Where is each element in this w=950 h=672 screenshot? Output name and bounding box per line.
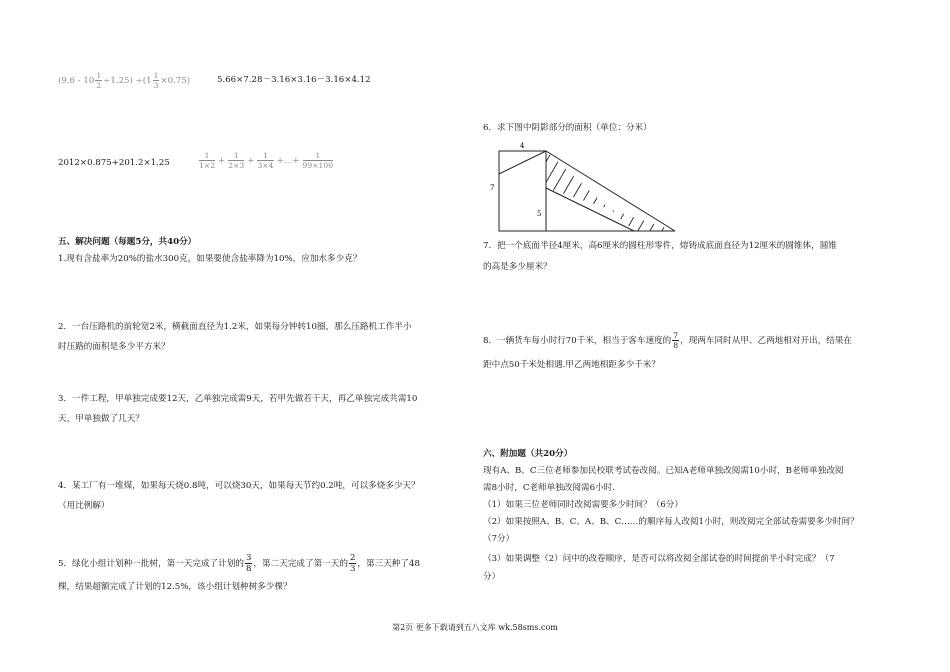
frac-numerator: 7 (673, 331, 679, 340)
hatch-pattern (490, 148, 680, 234)
q5-line1 (58, 553, 420, 574)
frac-denominator: 3×4 (257, 161, 274, 170)
plus-sign: + (247, 155, 255, 166)
calc-expression-1 (58, 71, 190, 90)
frac-numerator: 1 (153, 71, 159, 80)
frac-numerator: 1 (303, 151, 334, 161)
q8-line2: 距中点50千米处相遇.甲乙两地相距多少千米？ (483, 360, 660, 370)
section6-part2-line2: （7分） (483, 534, 515, 544)
shaded-area-figure (490, 138, 680, 234)
frac-denominator: 99×100 (302, 161, 334, 170)
q3-line1: 3．一件工程，甲单独完成要12天，乙单独完成需9天，若甲先做若干天，再乙单独完成共需10 (58, 394, 418, 404)
frac-numerator: 1 (199, 151, 215, 161)
q2-line2: 时压路的面积是多少平方米？ (58, 342, 170, 352)
expr4-term-2 (228, 151, 244, 170)
section6-intro-line2: 需8小时，C老师单独改阅需6小时. (483, 483, 615, 493)
q8-fraction (672, 331, 679, 350)
ellipsis-sign: +…+ (276, 155, 300, 166)
frac-numerator: 3 (245, 553, 252, 563)
calc-expression-2: 5.66×7.28－3.16×3.16－3.16×4.12 (217, 75, 371, 85)
section6-part2-line1: （2）如果按照A、B、C、A、B、C……的顺序每人改阅1小时，则改阅完全部试卷需要多少时间？ (483, 517, 859, 527)
section5-heading: 五、解决问题（每题5分，共40分） (58, 237, 197, 247)
expr1-fraction-a (95, 71, 102, 90)
frac-numerator: 2 (349, 553, 356, 563)
frac-denominator: 3 (153, 81, 159, 90)
q6-text: 6．求下图中阴影部分的面积（单位：分米） (483, 123, 652, 133)
section6-part1: （1）如果三位老师同时改阅需要多少时间？（6分） (483, 500, 683, 510)
expr1-part-c: ×0.75) (160, 75, 191, 86)
q5-fraction-1 (245, 553, 252, 574)
frac-denominator: 3 (349, 564, 356, 574)
q5-text-c: ，第三天种了48 (357, 558, 420, 569)
section6-part3-line2: 分） (483, 572, 501, 582)
q7-line1: 7．把一个底面半径4厘米，高6厘米的圆柱形零件，熔铸成底面直径为12厘米的圆锥体，圆锥 (483, 241, 837, 251)
expr4-last-term (303, 151, 334, 170)
calc-expression-4 (198, 151, 334, 170)
q7-line2: 的高是多少厘米？ (483, 262, 552, 272)
q4-line2: （用比例解） (58, 501, 110, 511)
expr1-part-b: ÷1.25) ÷(1 (103, 75, 152, 86)
q5-text-b: ，第二天完成了第一天的 (253, 558, 348, 569)
section6-intro-line1: 现有A、B、C三位老师参加民校联考试卷改阅。已知A老师单独改阅需10小时，B老师单独改阅 (483, 466, 844, 476)
figure-label-inner: 5 (537, 210, 542, 218)
q4-line1: 4．某工厂有一堆煤，如果每天烧0.8吨，可以烧30天，如果每天节约0.2吨，可以多烧多少天？ (58, 481, 420, 491)
q2-line1: 2．一台压路机的前轮宽2米，横截面直径为1.2米，如果每分钟转10圈，那么压路机工作半小 (58, 322, 412, 332)
expr4-term-3 (257, 151, 273, 170)
figure-label-top: 4 (520, 142, 525, 150)
frac-denominator: 8 (673, 341, 679, 350)
figure-label-left: 7 (490, 184, 495, 192)
frac-denominator: 1×2 (199, 161, 216, 170)
q8-text-a: 8．一辆货车每小时行70千米，相当于客车速度的 (483, 335, 672, 346)
q5-fraction-2 (349, 553, 356, 574)
calc-expression-3: 2012×0.875+201.2×1.25 (58, 158, 170, 168)
q5-line2: 棵，结果超额完成了计划的12.5%，该小组计划种树多少棵？ (58, 582, 292, 592)
expr1-fraction-b (153, 71, 160, 90)
page-footer: 第2页 更多下载请到五八文库 wk.58sms.com (392, 623, 558, 632)
frac-denominator: 2 (96, 81, 102, 90)
frac-numerator: 1 (228, 151, 244, 161)
expr4-term-1 (199, 151, 215, 170)
section6-part3-line1: （3）如果调整（2）问中的改卷顺序，是否可以将改阅全部试卷的时间提前半小时完成？（7 (483, 554, 835, 564)
expr1-part-a: (9.6 - 10 (58, 75, 95, 86)
q1-text: 1.现有含盐率为20%的盐水300克，如果要使含盐率降为10%，应加水多少克？ (58, 254, 362, 264)
q5-text-a: 5．绿化小组计划种一批树，第一天完成了计划的 (58, 558, 244, 569)
frac-denominator: 8 (245, 564, 252, 574)
frac-denominator: 2×3 (228, 161, 245, 170)
frac-numerator: 1 (257, 151, 273, 161)
frac-numerator: 1 (96, 71, 102, 80)
q8-line1 (483, 331, 852, 350)
q8-text-b: ，现两车同时从甲、乙两地相对开出，结果在 (680, 335, 853, 346)
plus-sign: + (218, 155, 226, 166)
section6-heading: 六、附加题（共20分） (483, 449, 573, 459)
q3-line2: 天，甲单独做了几天？ (58, 414, 144, 424)
